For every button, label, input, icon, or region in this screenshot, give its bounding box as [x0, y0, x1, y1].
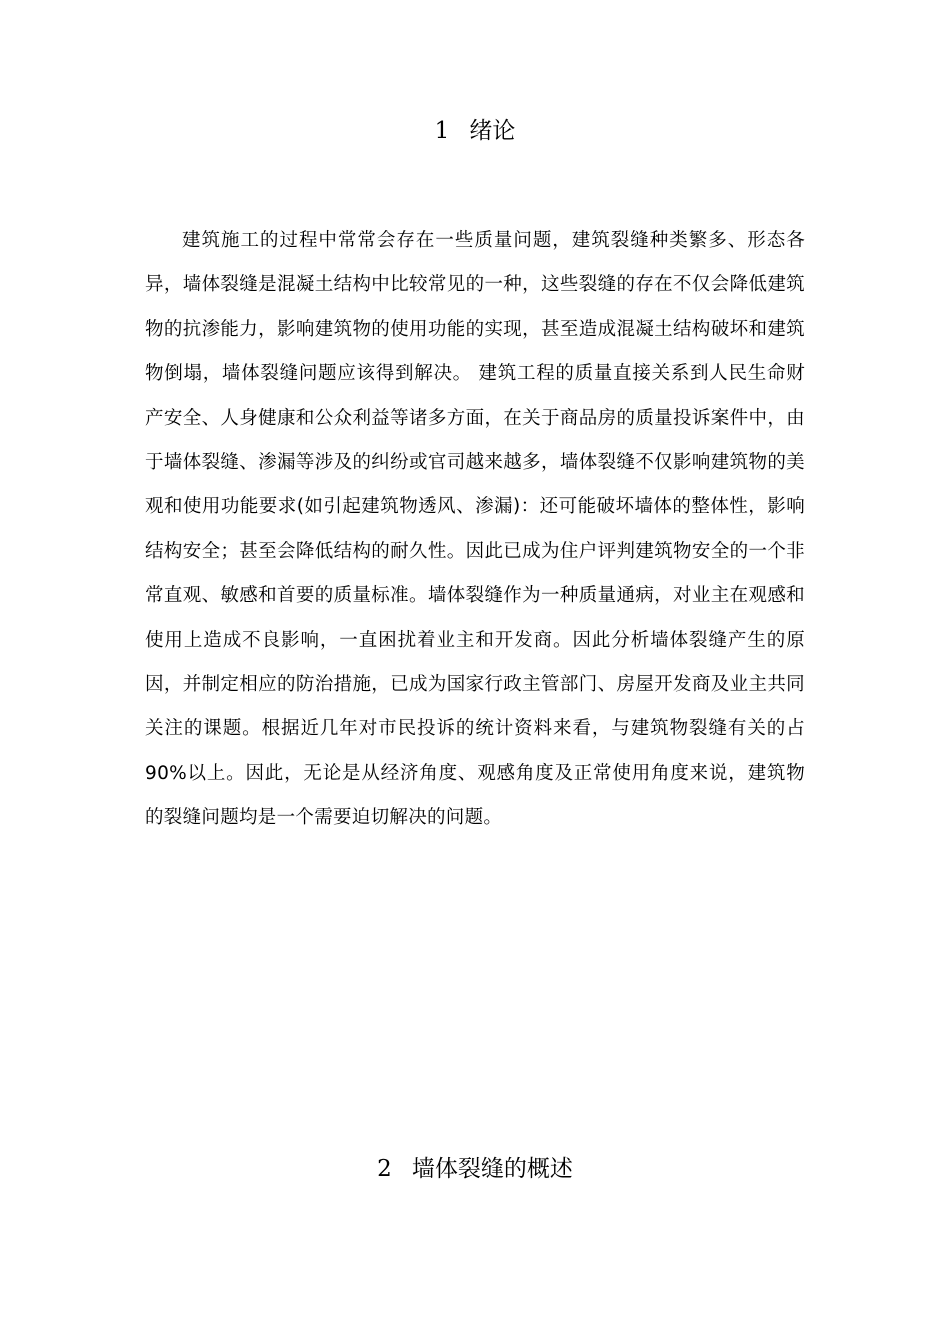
- body-paragraph: 建筑施工的过程中常常会存在一些质量问题，建筑裂缝种类繁多、形态各异，墙体裂缝是混凝土结构中比较常见的一种，这些裂缝的存在不仅会降低建筑物的抗渗能力，影响建筑物的使用功能的实现，甚至造成混凝土结构破坏和建筑物倒塌，墙体裂缝问题应该得到解决。 建筑工程的质量直接关系到人民生命财产安全、人身健康和公众利益等诸多方面，在关于商品房的质量投诉案件中，由于墙体裂缝、渗漏等涉及的纠纷或官司越来越多，墙体裂缝不仅影响建筑物的美观和使用功能要求(如引起建筑物透风、渗漏)：还可能破坏墙体的整体性，影响结构安全；甚至会降低结构的耐久性。因此已成为住户评判建筑物安全的一个非常直观、敏感和首要的质量标准。墙体裂缝作为一种质量通病，对业主在观感和使用上造成不良影响，一直困扰着业主和开发商。因此分析墙体裂缝产生的原因，并制定相应的防治措施，已成为国家行政主管部门、房屋开发商及业主共同关注的课题。根据近几年对市民投诉的统计资料来看，与建筑物裂缝有关的占 90%以上。因此，无论是从经济角度、观感角度及正常使用角度来说，建筑物的裂缝问题均是一个需要迫切解决的问题。: [145, 230, 805, 829]
- section-number: 2: [377, 1156, 392, 1182]
- section-heading-2: [0, 1154, 950, 1184]
- section-title: 绪论: [469, 118, 516, 144]
- section-heading-1: [0, 116, 950, 146]
- section-title: 墙体裂缝的概述: [411, 1156, 573, 1182]
- section-number: 1: [434, 118, 450, 144]
